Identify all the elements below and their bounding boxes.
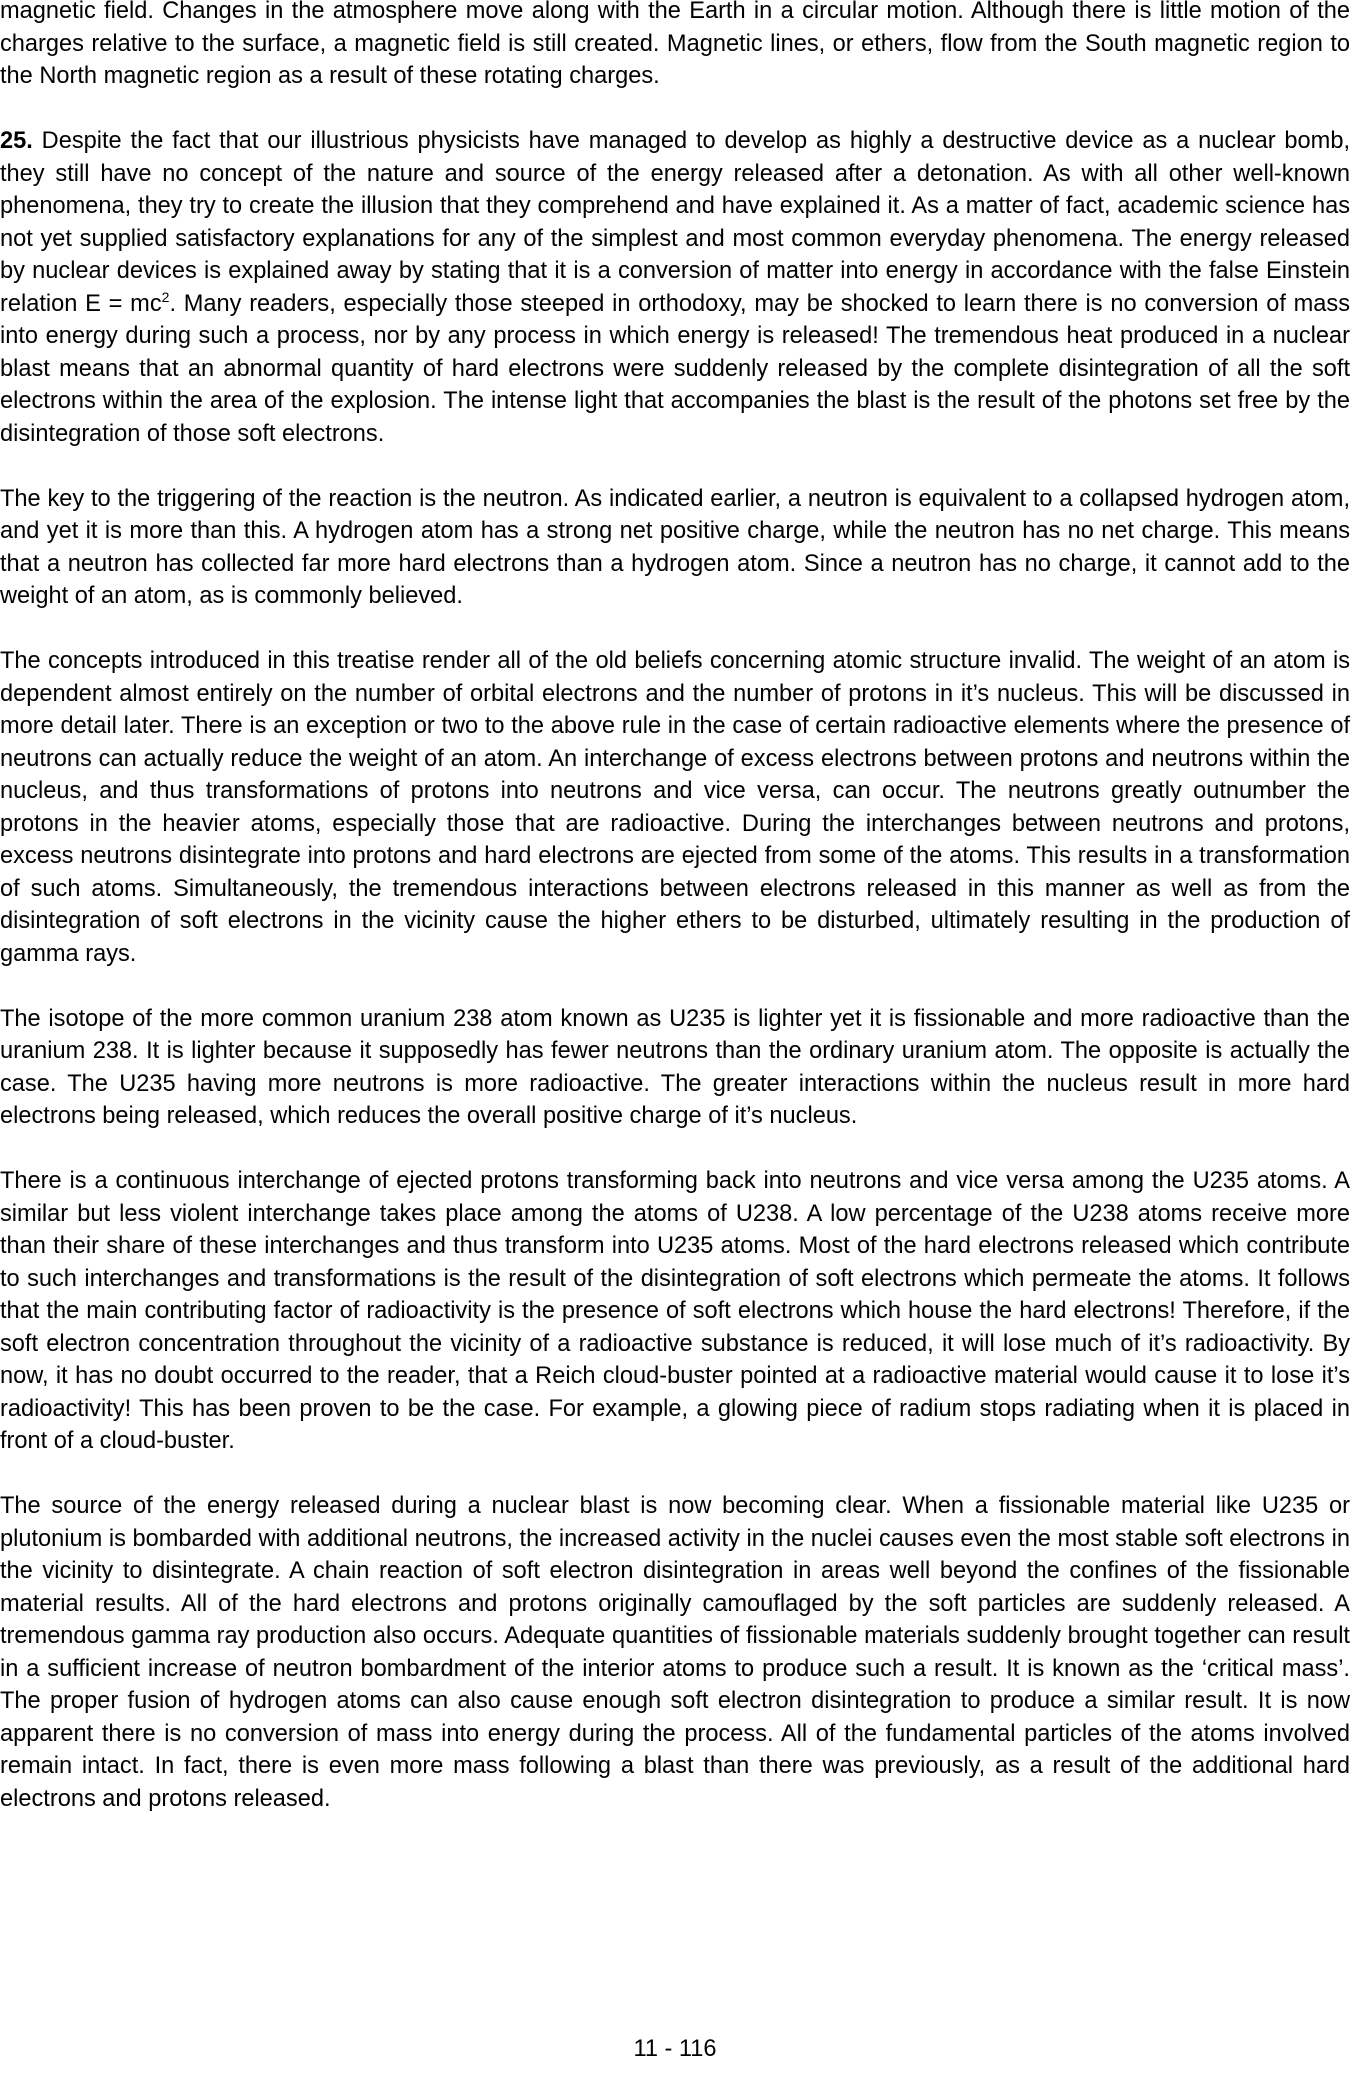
paragraph-neutron	[0, 483, 1350, 613]
superscript-exponent: 2	[161, 288, 170, 305]
section-number: 25.	[0, 128, 33, 154]
paragraph-text: The concepts introduced in this treatise render all of the old beliefs concerning atomic structure invalid. The weight of an atom is dependent almost entirely on the number of orbital electrons and the number of protons in it’s nucleus. This will be discussed in more detail later. There is an exception or two to the above rule in the case of certain radioactive elements where the presence of neutrons can actually reduce the weight of an atom. An interchange of excess electrons between protons and neutrons within the nucleus, and thus transformations of protons into neutrons and vice versa, can occur. The neutrons greatly outnumber the protons in the heavier atoms, especially those that are radioactive. During the interchanges between neutrons and protons, excess neutrons disintegrate into protons and hard electrons are ejected from some of the atoms. This results in a transformation of such atoms. Simultaneously, the tremendous interactions between electrons released in this manner as well as from the disintegration of soft electrons in the vicinity cause the higher ethers to be disturbed, ultimately resulting in the production of gamma rays.	[0, 648, 1350, 967]
paragraph-text: The key to the triggering of the reaction is the neutron. As indicated earlier, a neutron is equivalent to a collapsed hydrogen atom, and yet it is more than this. A hydrogen atom has a strong net positive charge, while the neutron has no net charge. This means that a neutron has collected far more hard electrons than a hydrogen atom. Since a neutron has no charge, it cannot add to the weight of an atom, as is commonly believed.	[0, 485, 1350, 609]
paragraph-text: The isotope of the more common uranium 238 atom known as U235 is lighter yet it is fissionable and more radioactive than the uranium 238. It is lighter because it supposedly has fewer neutrons than the ordinary uranium atom. The opposite is actually the case. The U235 having more neutrons is more radioactive. The greater interactions within the nucleus result in more hard electrons being released, which reduces the overall positive charge of it’s nucleus.	[0, 1005, 1350, 1129]
paragraph-text: Despite the fact that our illustrious physicists have managed to develop as highly a destructive device as a nuclear bomb, they still have no concept of the nature and source of the energy released after a detonation. As with all other well-known phenomena, they try to create the illusion that they comprehend and have explained it. As a matter of fact, academic science has not yet supplied satisfactory explanations for any of the simplest and most common everyday phenomena. The energy released by nuclear devices is explained away by stating that it is a conversion of matter into energy in accordance with the false Einstein relation E = mc	[0, 128, 1350, 317]
paragraph-energy-source	[0, 1490, 1350, 1815]
paragraph-text: The source of the energy released during a nuclear blast is now becoming clear. When a fissionable material like U235 or plutonium is bombarded with additional neutrons, the increased activity in the nuclei causes even the most stable soft electrons in the vicinity to disintegrate. A chain reaction of soft electron disintegration in areas well beyond the confines of the fissionable material results. All of the hard electrons and protons originally camouflaged by the soft particles are suddenly released. A tremendous gamma ray production also occurs. Adequate quantities of fissionable materials suddenly brought together can result in a sufficient increase of neutron bombardment of the interior atoms to produce such a result. It is known as the ‘critical mass’. The proper fusion of hydrogen atoms can also cause enough soft electron disintegration to produce a similar result. It is now apparent there is no conversion of mass into energy during the process. All of the fundamental particles of the atoms involved remain intact. In fact, there is even more mass following a blast than there was previously, as a result of the additional hard electrons and protons released.	[0, 1493, 1350, 1812]
paragraph-atomic-structure	[0, 645, 1350, 970]
paragraph-section-25	[0, 125, 1350, 450]
paragraph-text: . Many readers, especially those steeped in orthodoxy, may be shocked to learn there is no conversion of mass into energy during such a process, nor by any process in which energy is released! The tremendous heat produced in a nuclear blast means that an abnormal quantity of hard electrons were suddenly released by the complete disintegration of all the soft electrons within the area of the explosion. The intense light that accompanies the blast is the result of the photons set free by the disintegration of those soft electrons.	[0, 290, 1350, 447]
paragraph-interchange	[0, 1165, 1350, 1458]
paragraph-text: magnetic field. Changes in the atmosphere move along with the Earth in a circular motion. Although there is little motion of the charges relative to the surface, a magnetic field is still created. Magnetic lines, or ethers, flow from the South magnetic region to the North magnetic region as a result of these rotating charges.	[0, 0, 1350, 89]
paragraph-text: There is a continuous interchange of ejected protons transforming back into neutrons and vice versa among the U235 atoms. A similar but less violent interchange takes place among the atoms of U238. A low percentage of the U238 atoms receive more than their share of these interchanges and thus transform into U235 atoms. Most of the hard electrons released which contribute to such interchanges and transformations is the result of the disintegration of soft electrons which permeate the atoms. It follows that the main contributing factor of radioactivity is the presence of soft electrons which house the hard electrons! Therefore, if the soft electron concentration throughout the vicinity of a radioactive substance is reduced, it will lose much of it’s radioactivity. By now, it has no doubt occurred to the reader, that a Reich cloud-buster pointed at a radioactive material would cause it to lose it’s radioactivity! This has been proven to be the case. For example, a glowing piece of radium stops radiating when it is placed in front of a cloud-buster.	[0, 1168, 1350, 1454]
paragraph-continuation	[0, 0, 1350, 93]
page-number: 11 - 116	[633, 2036, 717, 2062]
paragraph-u235-isotope	[0, 1003, 1350, 1133]
